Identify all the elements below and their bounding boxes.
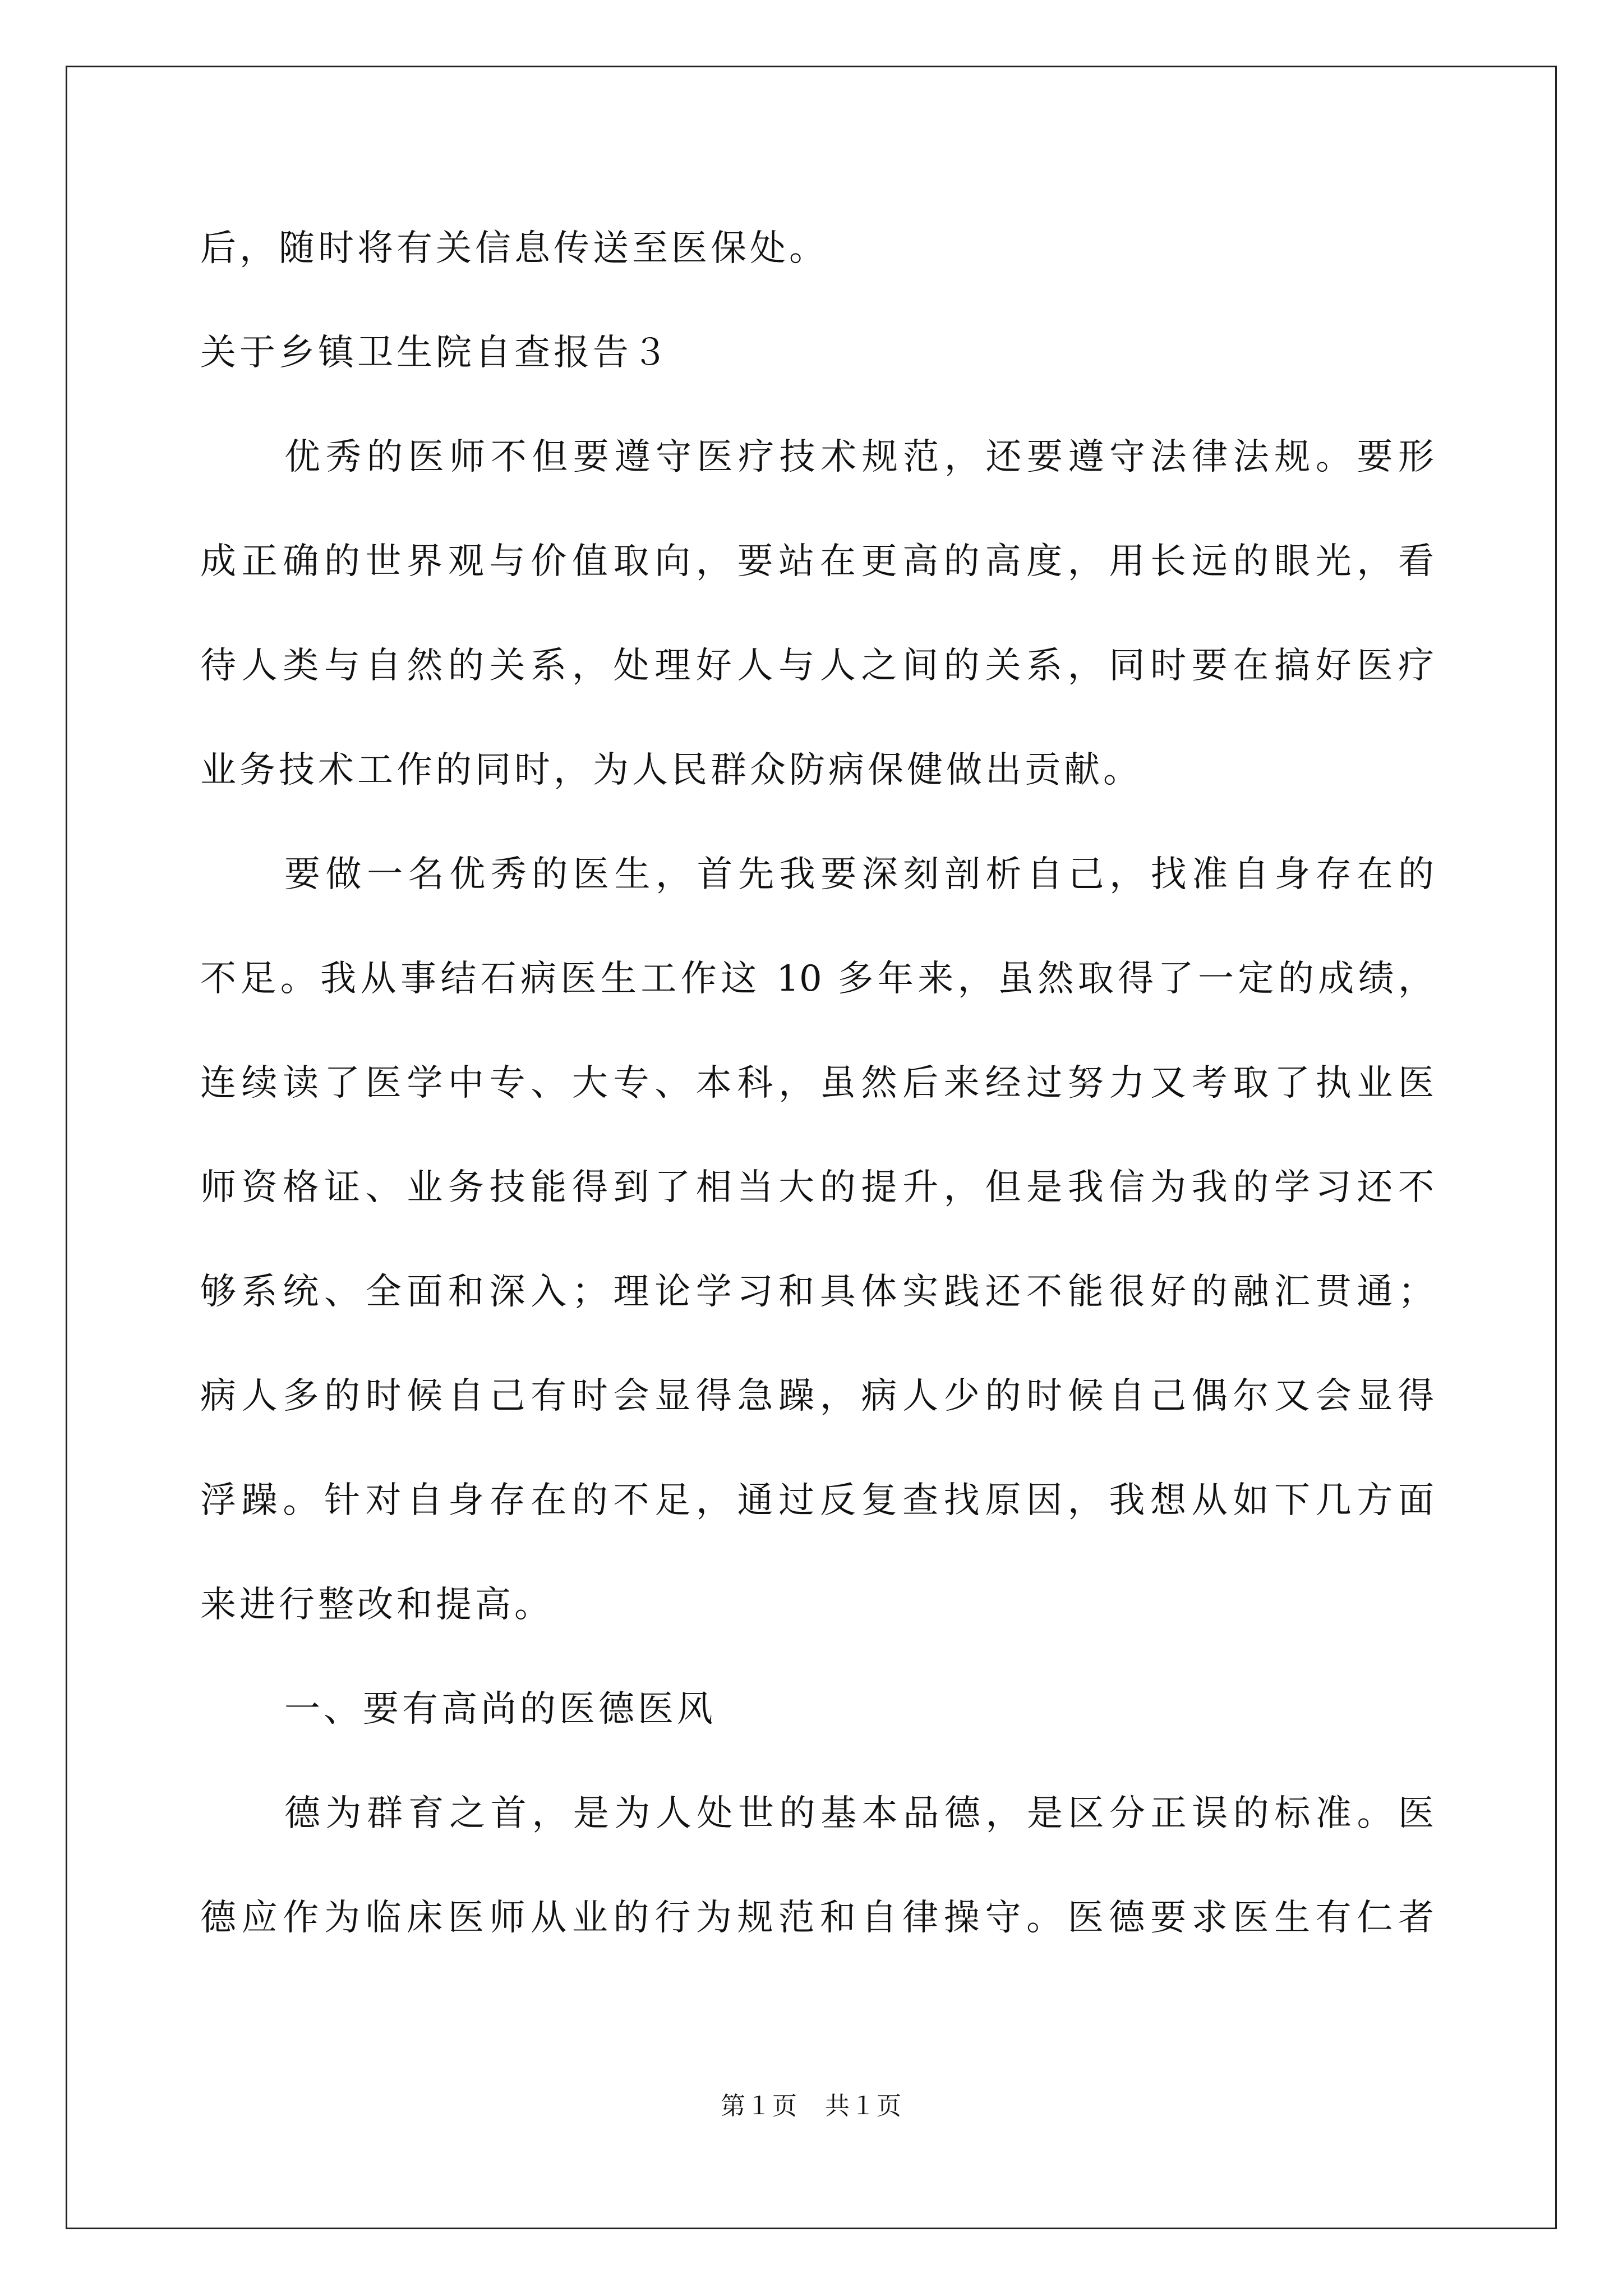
text-line: 师资格证、业务技能得到了相当大的提升，但是我信为我的学习还不 [200,1167,1434,1208]
text-line: 待人类与自然的关系，处理好人与人之间的关系，同时要在搞好医疗 [200,645,1434,687]
page-footer [0,2094,1623,2119]
text-line: 后，随时将有关信息传送至医保处。 [200,228,828,269]
text-line: 不足。我从事结石病医生工作这 10 多年来，虽然取得了一定的成绩， [200,958,1434,1000]
text-line: 来进行整改和提高。 [200,1584,554,1626]
subheading: 一、要有高尚的医德医风 [284,1688,716,1730]
text-line: 要做一名优秀的医生，首先我要深刻剖析自己，找准自身存在的 [284,854,1434,895]
text-line: 优秀的医师不但要遵守医疗技术规范，还要遵守法律法规。要形 [284,436,1434,478]
section-heading: 关于乡镇卫生院自查报告３ [200,332,671,374]
text-line: 够系统、全面和深入；理论学习和具体实践还不能很好的融汇贯通； [200,1271,1434,1313]
text-line: 业务技术工作的同时，为人民群众防病保健做出贡献。 [200,749,1142,791]
page-number: 第１页 [721,2092,799,2120]
text-line: 连续读了医学中专、大专、本科，虽然后来经过努力又考取了执业医 [200,1062,1434,1104]
text-line: 浮躁。针对自身存在的不足，通过反复查找原因，我想从如下几方面 [200,1480,1434,1521]
text-line: 成正确的世界观与价值取向，要站在更高的高度，用长远的眼光，看 [200,541,1434,582]
text-line: 德应作为临床医师从业的行为规范和自律操守。医德要求医生有仁者 [200,1897,1434,1939]
text-line: 病人多的时候自己有时会显得急躁，病人少的时候自己偶尔又会显得 [200,1375,1434,1417]
text-line: 德为群育之首，是为人处世的基本品德，是区分正误的标准。医 [284,1793,1434,1834]
page-total: 共１页 [824,2092,902,2120]
